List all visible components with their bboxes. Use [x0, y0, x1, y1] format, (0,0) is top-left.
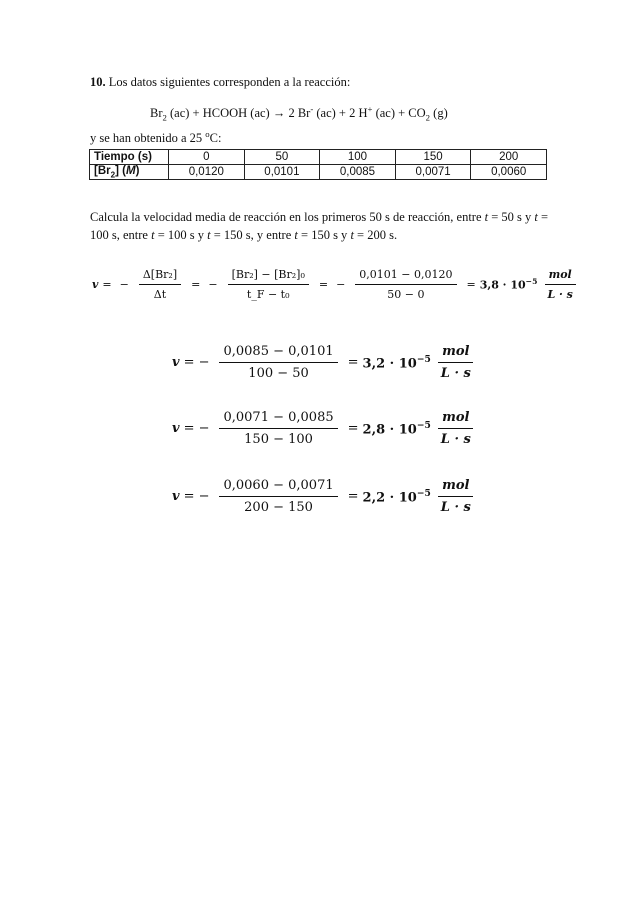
- q-part: = 200 s.: [353, 228, 398, 242]
- unit-denominator: L · s: [440, 500, 471, 515]
- q-var: t: [294, 228, 298, 242]
- hdr-part: [Br: [94, 165, 111, 177]
- q-var: t: [207, 228, 211, 242]
- eq-denominator: 50 − 0: [387, 288, 425, 301]
- result-value: 3,2 · 10: [362, 356, 417, 372]
- reaction-arrow-icon: →: [272, 106, 286, 121]
- eq-equals: =: [466, 278, 476, 291]
- eq-numerator: 0,0071 − 0,0085: [219, 410, 337, 429]
- q-part: = 50 s y: [488, 210, 535, 224]
- q-var: t: [484, 210, 489, 224]
- eq-equals: =: [102, 278, 112, 291]
- eq-numerator: [Br₂] − [Br₂]₀: [228, 268, 309, 285]
- reactant-br2: Br: [150, 106, 163, 121]
- table-cell: 50: [244, 150, 320, 165]
- table-row: [90, 165, 547, 180]
- table-cell: 0,0101: [244, 165, 320, 180]
- table-cell: 0,0071: [395, 165, 471, 180]
- question-text: [90, 208, 560, 244]
- eq-result: [363, 420, 431, 437]
- reaction-equation: [150, 101, 448, 126]
- eq-equals: =: [347, 355, 359, 370]
- conditions-text: [90, 126, 221, 146]
- eq-minus: −: [336, 278, 346, 291]
- conditions-post: C:: [209, 131, 222, 146]
- eq-unit: [543, 268, 576, 301]
- unit-denominator: L · s: [440, 432, 471, 447]
- table-row-header: [90, 165, 169, 180]
- eq-result: [363, 488, 431, 505]
- charge-minus: -: [310, 104, 314, 114]
- table-cell: 0,0060: [471, 165, 547, 180]
- reaction-text: (ac) + 2 H: [313, 106, 368, 121]
- equation-4: [172, 478, 481, 515]
- q-part: = 100 s y: [154, 228, 208, 242]
- table-cell: 0,0085: [320, 165, 396, 180]
- result-exponent: −5: [525, 277, 538, 287]
- result-value: 3,8 · 10: [479, 278, 526, 292]
- unit-denominator: L · s: [440, 366, 471, 381]
- equation-2: [172, 344, 481, 381]
- charge-plus: +: [367, 104, 373, 114]
- eq-fraction: [219, 478, 337, 515]
- hdr-sub: 2: [110, 170, 116, 180]
- q-part: Calcula la velocidad media de reacción en los primeros 50 s de reacción, entre: [90, 210, 485, 224]
- eq-equals: =: [347, 489, 359, 504]
- eq-equals: =: [347, 421, 359, 436]
- problem-number: 10.: [90, 75, 106, 89]
- unit-denominator: L · s: [547, 288, 573, 301]
- eq-unit: [437, 344, 475, 381]
- q-var: t: [350, 228, 354, 242]
- eq-unit: [437, 410, 475, 447]
- hdr-part: ] (: [115, 165, 126, 177]
- eq-fraction: [228, 268, 309, 301]
- result-exponent: −5: [416, 419, 431, 431]
- eq-denominator: t_F − t₀: [246, 288, 290, 301]
- eq-numerator: 0,0060 − 0,0071: [219, 478, 337, 497]
- table-row: [90, 150, 547, 165]
- q-part: = 150 s, y entre: [210, 228, 295, 242]
- degree-sign: o: [205, 129, 210, 139]
- table-cell: 150: [395, 150, 471, 165]
- unit-numerator: mol: [438, 410, 473, 429]
- problem-intro: Los datos siguientes corresponden a la reacción:: [105, 75, 351, 89]
- table-cell: 200: [471, 150, 547, 165]
- eq-lead: = −: [183, 355, 210, 370]
- eq-fraction: [139, 268, 181, 301]
- table-row-header: Tiempo (s): [90, 150, 169, 165]
- eq-minus: −: [208, 278, 218, 291]
- problem-statement: [90, 74, 350, 90]
- data-table: [89, 149, 547, 180]
- unit-numerator: mol: [545, 268, 576, 285]
- result-value: 2,8 · 10: [362, 422, 417, 438]
- eq-denominator: Δt: [153, 288, 167, 301]
- table-cell: 0,0120: [169, 165, 245, 180]
- eq-fraction: [219, 344, 337, 381]
- eq-numerator: 0,0101 − 0,0120: [355, 268, 456, 285]
- eq-unit: [437, 478, 475, 515]
- hdr-unit: M: [125, 165, 136, 177]
- hdr-part: ): [135, 165, 140, 177]
- table-cell: 100: [320, 150, 396, 165]
- eq-minus: −: [119, 278, 129, 291]
- eq-variable: v: [172, 355, 180, 370]
- subscript: 2: [162, 112, 167, 123]
- unit-numerator: mol: [438, 344, 473, 363]
- reaction-text: (ac) + CO: [372, 106, 426, 121]
- result-exponent: −5: [416, 487, 431, 499]
- eq-numerator: 0,0085 − 0,0101: [219, 344, 337, 363]
- reaction-text: (g): [430, 106, 448, 121]
- result-value: 2,2 · 10: [362, 490, 417, 506]
- q-var: t: [151, 228, 155, 242]
- eq-lead: = −: [183, 421, 210, 436]
- product-br: 2 Br: [285, 106, 311, 121]
- eq-variable: v: [172, 489, 180, 504]
- eq-variable: v: [92, 278, 99, 291]
- conditions-pre: y se han obtenido a 25: [90, 131, 206, 146]
- eq-lead: = −: [183, 489, 210, 504]
- result-exponent: −5: [416, 353, 431, 365]
- equation-3: [172, 410, 481, 447]
- eq-variable: v: [172, 421, 180, 436]
- reaction-text: (ac) + HCOOH (ac): [166, 106, 273, 121]
- eq-denominator: 100 − 50: [248, 366, 309, 381]
- eq-denominator: 150 − 100: [244, 432, 313, 447]
- eq-numerator: Δ[Br₂]: [139, 268, 181, 285]
- eq-fraction: [219, 410, 337, 447]
- eq-result: [363, 354, 431, 371]
- eq-result: [480, 277, 538, 292]
- subscript: 2: [425, 112, 431, 123]
- q-var: t: [534, 210, 538, 224]
- eq-denominator: 200 − 150: [244, 500, 313, 515]
- table-cell: 0: [169, 150, 245, 165]
- eq-fraction: [355, 268, 456, 301]
- q-part: = 100 s, entre: [90, 210, 549, 242]
- unit-numerator: mol: [438, 478, 473, 497]
- q-part: = 150 s y: [297, 228, 351, 242]
- eq-equals: =: [191, 278, 201, 291]
- eq-equals: =: [318, 278, 329, 291]
- equation-1: [92, 268, 583, 301]
